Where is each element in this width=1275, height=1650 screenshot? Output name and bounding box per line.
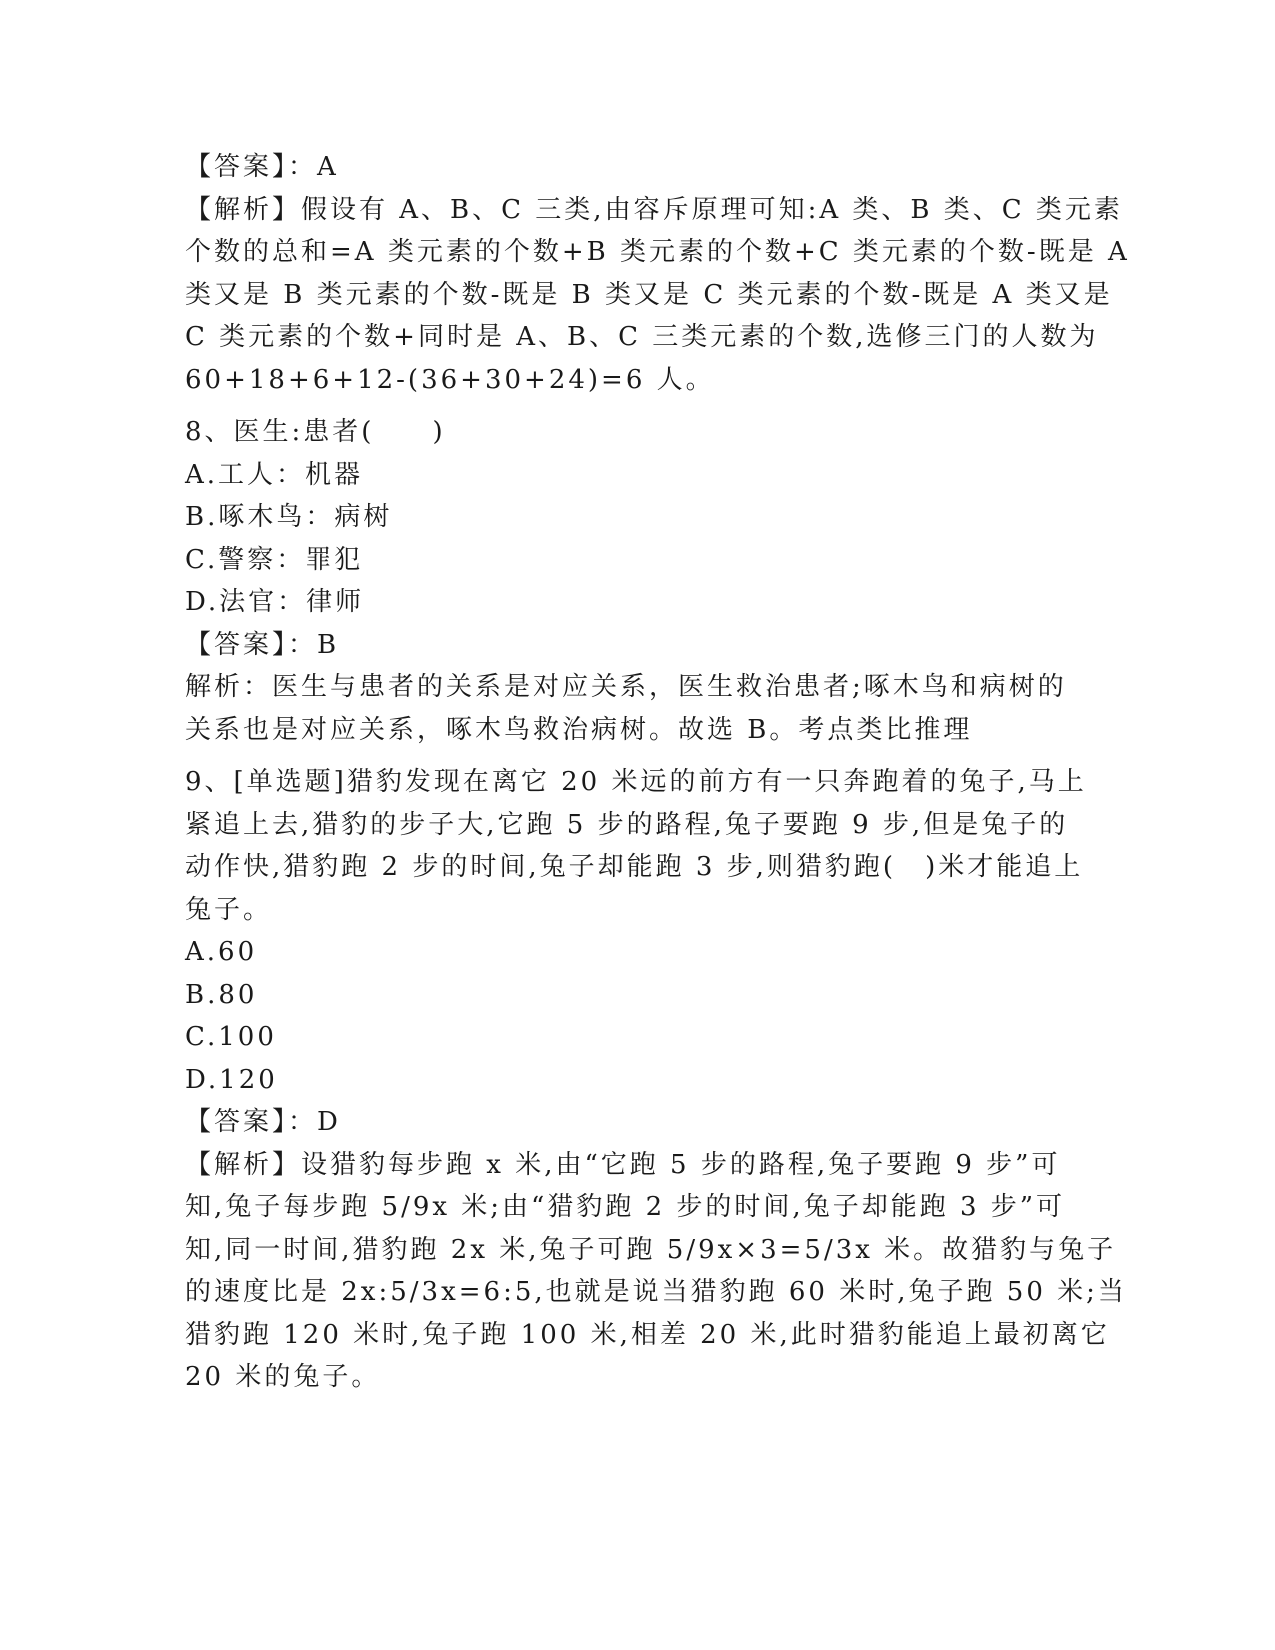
q9-option-a: A.60 (185, 937, 258, 967)
document-page (185, 146, 1130, 1399)
q9-analysis-line: 知,兔子每步跑 5/9x 米;由“猎豹跑 2 步的时间,兔子却能跑 3 步”可 (185, 1192, 1066, 1222)
q9-analysis-line: 【解析】设猎豹每步跑 x 米,由“它跑 5 步的路程,兔子要跑 9 步”可 (185, 1149, 1061, 1180)
q8-analysis-line: 关系也是对应关系，啄木鸟救治病树。故选 B。考点类比推理 (185, 714, 973, 745)
q7-analysis-line: C 类元素的个数+同时是 A、B、C 三类元素的个数,选修三门的人数为 (185, 322, 1099, 352)
q8-option-a: A.工人：机器 (185, 459, 364, 490)
q8-option-c: C.警察：罪犯 (185, 544, 364, 575)
q9-question-line: 兔子。 (185, 894, 273, 925)
q9-option-d: D.120 (185, 1064, 278, 1095)
section-gap (185, 751, 1075, 761)
q9-question-line: 动作快,猎豹跑 2 步的时间,兔子却能跑 3 步,则猎豹跑( )米才能追上 (185, 852, 1084, 882)
q7-answer: 【答案】：A (185, 152, 339, 182)
q9-answer: 【答案】：D (185, 1107, 341, 1137)
q9-analysis-line: 知,同一时间,猎豹跑 2x 米,兔子可跑 5/9x×3=5/3x 米。故猎豹与兔子 (185, 1234, 1117, 1265)
q8-question: 8、医生:患者( ) (185, 417, 446, 447)
question-7-section (185, 146, 1130, 401)
q9-question-line: 9、[单选题]猎豹发现在离它 20 米远的前方有一只奔跑着的兔子,马上 (185, 767, 1087, 797)
q9-option-b: B.80 (185, 979, 258, 1010)
q9-analysis-line: 猎豹跑 120 米时,兔子跑 100 米,相差 20 米,此时猎豹能追上最初离它 (185, 1319, 1110, 1350)
q7-analysis-line: 60+18+6+12-(36+30+24)=6 人。 (185, 364, 715, 395)
q9-analysis-line: 的速度比是 2x:5/3x=6:5,也就是说当猎豹跑 60 米时,兔子跑 50 米;当 (185, 1277, 1127, 1307)
section-gap (185, 401, 1075, 411)
q7-analysis-line: 【解析】假设有 A、B、C 三类,由容斥原理可知:A 类、B 类、C 类元素 (185, 194, 1123, 225)
q8-analysis-line: 解析：医生与患者的关系是对应关系，医生救治患者;啄木鸟和病树的 (185, 672, 1067, 702)
question-9-section (185, 761, 1127, 1399)
question-8-section (185, 411, 1075, 751)
q8-option-b: B.啄木鸟：病树 (185, 502, 393, 532)
q9-analysis-line: 20 米的兔子。 (185, 1362, 381, 1392)
q7-analysis-line: 类又是 B 类元素的个数-既是 B 类又是 C 类元素的个数-既是 A 类又是 (185, 279, 1113, 310)
q7-analysis-line: 个数的总和=A 类元素的个数+B 类元素的个数+C 类元素的个数-既是 A (185, 237, 1130, 267)
q9-question-line: 紧追上去,猎豹的步子大,它跑 5 步的路程,兔子要跑 9 步,但是兔子的 (185, 809, 1069, 840)
q9-option-c: C.100 (185, 1022, 277, 1052)
q8-answer: 【答案】：B (185, 629, 340, 660)
q8-option-d: D.法官：律师 (185, 587, 365, 617)
